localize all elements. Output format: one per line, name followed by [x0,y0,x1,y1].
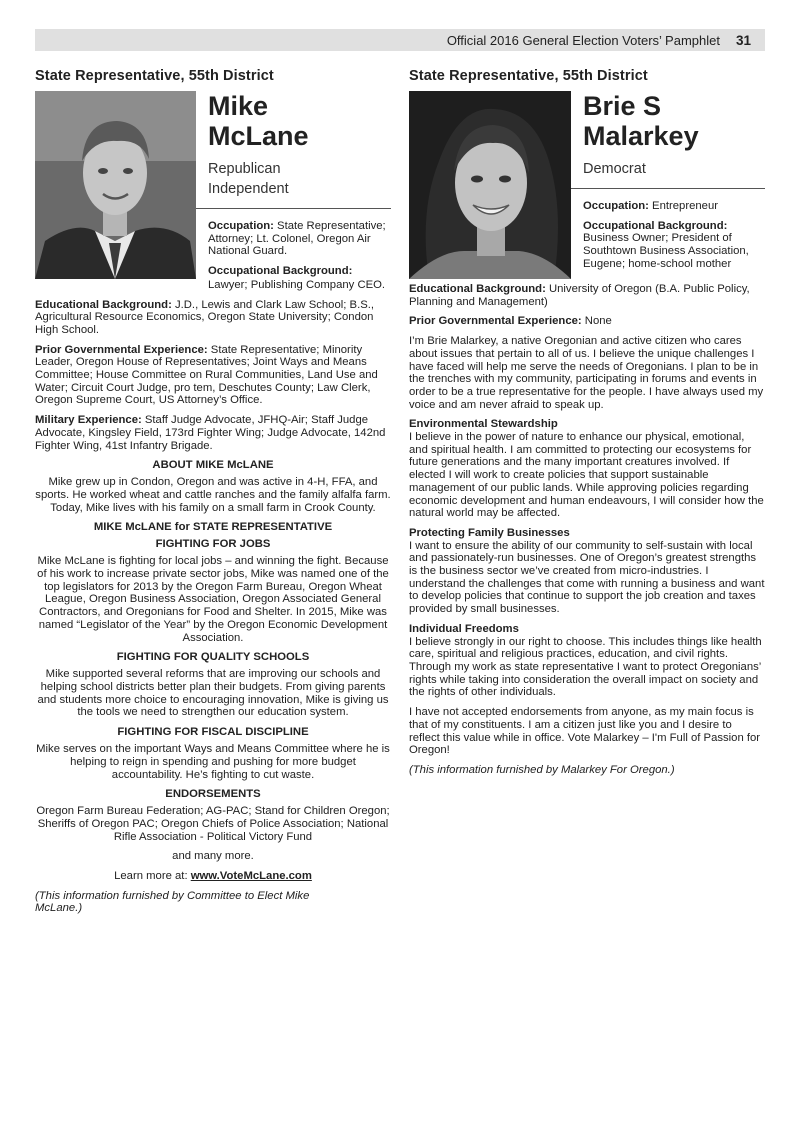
candidate-name-line1: Mike [208,91,269,121]
page-number: 31 [735,32,751,48]
office-title: State Representative, 55th District [35,68,274,84]
closing-text: I have not accepted endorsements from anyone, as my main focus is that of my constituents. I am a citizen just like you and I desire to reflect this value while in office. Vote Malarkey – I'm Full of Passion for Oregon! [409,706,761,757]
occupation-label: Occupation: [208,220,274,232]
occupation-text: State Representative; Attorney; Lt. Colonel, Oregon Air National Guard. [208,220,386,258]
military-block [35,414,391,452]
about-text: Mike grew up in Condon, Oregon and was active in 4-H, FFA, and sports. He worked wheat and cattle ranches and the family alfalfa farm. Today, Mike lives with his family on a small farm in Crook County. [35,476,391,514]
about-heading: ABOUT MIKE McLANE [152,459,274,472]
party-line1: Republican [208,161,281,177]
schools-heading: FIGHTING FOR QUALITY SCHOOLS [116,651,310,664]
more-text: and many more. [172,850,254,863]
occ-bg-label: Occupational Background: [208,265,353,278]
gov-block [35,344,391,408]
furnished-note: (This information furnished by Committee to Elect Mike McLane.) [35,889,310,915]
env-text: I believe in the power of nature to enhance our physical, emotional, and spiritual health. I am committed to protecting our ecosystems for future generations and the many important creatures involved. If elected I will work to create policies that support sustainable management of our public lands. While approving policies regarding economic development and human endeavours, I will consider how the natural world may be affected. [409,431,764,520]
jobs-text: Mike McLane is fighting for local jobs – and winning the fight. Because of his work to increase private sector jobs, Mike was named one of the top legislators for 2013 by the Oregon Farm Bureau, Oregon Wheat League, Oregon Business Association, Oregon Associated General Contractors, and Oregonians for Food and Shelter. In 2015, Mike was named “Legislator of the Year” by the Oregon Economic Development Association. [37,555,389,644]
gov-block [409,315,765,328]
occ-bg-text: Business Owner; President of Southtown Business Association, Eugene; home-school mother [583,232,749,270]
freedoms-heading: Individual Freedoms [409,622,519,635]
gov-label: Prior Governmental Experience: [409,315,582,328]
candidate-mclane [35,68,391,922]
learn-label: Learn more at: [114,870,191,883]
fiscal-heading: FIGHTING FOR FISCAL DISCIPLINE [117,726,309,739]
education-block [409,283,765,308]
education-block [35,299,391,337]
candidate-photo-malarkey [409,91,571,279]
env-heading: Environmental Stewardship [409,418,558,431]
gov-label: Prior Governmental Experience: [35,343,208,356]
occupation-label: Occupation: [583,200,649,212]
furnished-note: (This information furnished by Malarkey For Oregon.) [409,763,675,776]
party-line2: Independent [208,181,289,197]
party-line1: Democrat [583,161,646,177]
occupation-text: Entrepreneur [648,200,718,212]
learn-more [35,870,391,883]
endorse-heading: ENDORSEMENTS [165,788,261,801]
freedoms-text: I believe strongly in our right to choose. This includes things like health care, spiritual and religious practices, education, and civil rights. Through my work as state representative I want to protect Oregonians’ rights while taking into consideration the overall impact on society and the rights of other individuals. [409,635,762,699]
website-link[interactable]: www.VoteMcLane.com [190,870,312,883]
occ-bg-text: Lawyer; Publishing Company CEO. [208,278,386,291]
candidate-malarkey [409,68,765,784]
gov-text: State Representative; Minority Leader, Oregon House of Representatives; Joint Ways and Means Committee; House Committee on Rural Communities, Land Use and Water; Circuit Court Judge, pro tem, Deschutes County; Law Clerk, Oregon Supreme Court, US Attorney’s Office. [35,343,378,407]
endorse-text: Oregon Farm Bureau Federation; AG-PAC; Stand for Children Oregon; Sheriffs of Oregon PAC; Oregon Chiefs of Police Association; National Rifle Association - Political Victory Fund [36,805,390,843]
jobs-heading: FIGHTING FOR JOBS [155,538,271,551]
edu-label: Educational Background: [409,283,546,295]
candidate-name-line2: Malarkey [583,121,699,151]
fiscal-text: Mike serves on the important Ways and Means Committee where he is helping to reign in spending and pushing for more budget accountability. He’s fighting to cut waste. [36,743,390,781]
candidate-photo-mclane [35,91,196,279]
edu-text: J.D., Lewis and Clark Law School; B.S., Agricultural Resource Economics, Oregon State University; Condon High School. [35,298,375,336]
biz-heading: Protecting Family Businesses [409,526,570,539]
schools-text: Mike supported several reforms that are improving our schools and helping school districts better plan their budgets. From giving parents and students more choice to encouraging innovation, Mike is giving us the tools we need to strengthen our education system. [37,668,389,719]
mil-label: Military Experience: [35,414,142,427]
candidate-name-line1: Brie S [583,91,662,121]
edu-text: University of Oregon (B.A. Public Policy, Planning and Management) [409,283,750,308]
biz-text: I want to ensure the ability of our community to self-sustain with local and passionately-run businesses. One of Oregon’s greatest strengths is the business sector we’ve created from micro-industries. I understand the challenges that come with running a business and want to develop policies that continue to support the job creation and taxes provided by small businesses. [409,539,765,616]
occ-bg-label: Occupational Background: [583,219,728,232]
mil-text: Staff Judge Advocate, JFHQ-Air; Staff Judge Advocate, Kingsley Field, 173rd Fighter Wing; Judge Advocate, 142nd Fighter Wing, 41st Infantry Brigade. [35,414,386,452]
edu-label: Educational Background: [35,298,172,311]
pamphlet-title: Official 2016 General Election Voters’ Pamphlet [446,32,720,48]
for-heading: MIKE McLANE for STATE REPRESENTATIVE [93,521,333,534]
candidate-name-line2: McLane [208,121,309,151]
office-title: State Representative, 55th District [409,68,648,84]
gov-text: None [581,315,612,328]
page-header [35,29,765,51]
intro-text: I’m Brie Malarkey, a native Oregonian and active citizen who cares about issues that pertain to all of us. I believe the unique challenges I have faced will help me serve the needs of Oregonians. I plan to be in the trenches with my community, participating in forums and events in order to be a true representative for the people. I have always used my voice and am never afraid to speak up. [409,335,764,411]
